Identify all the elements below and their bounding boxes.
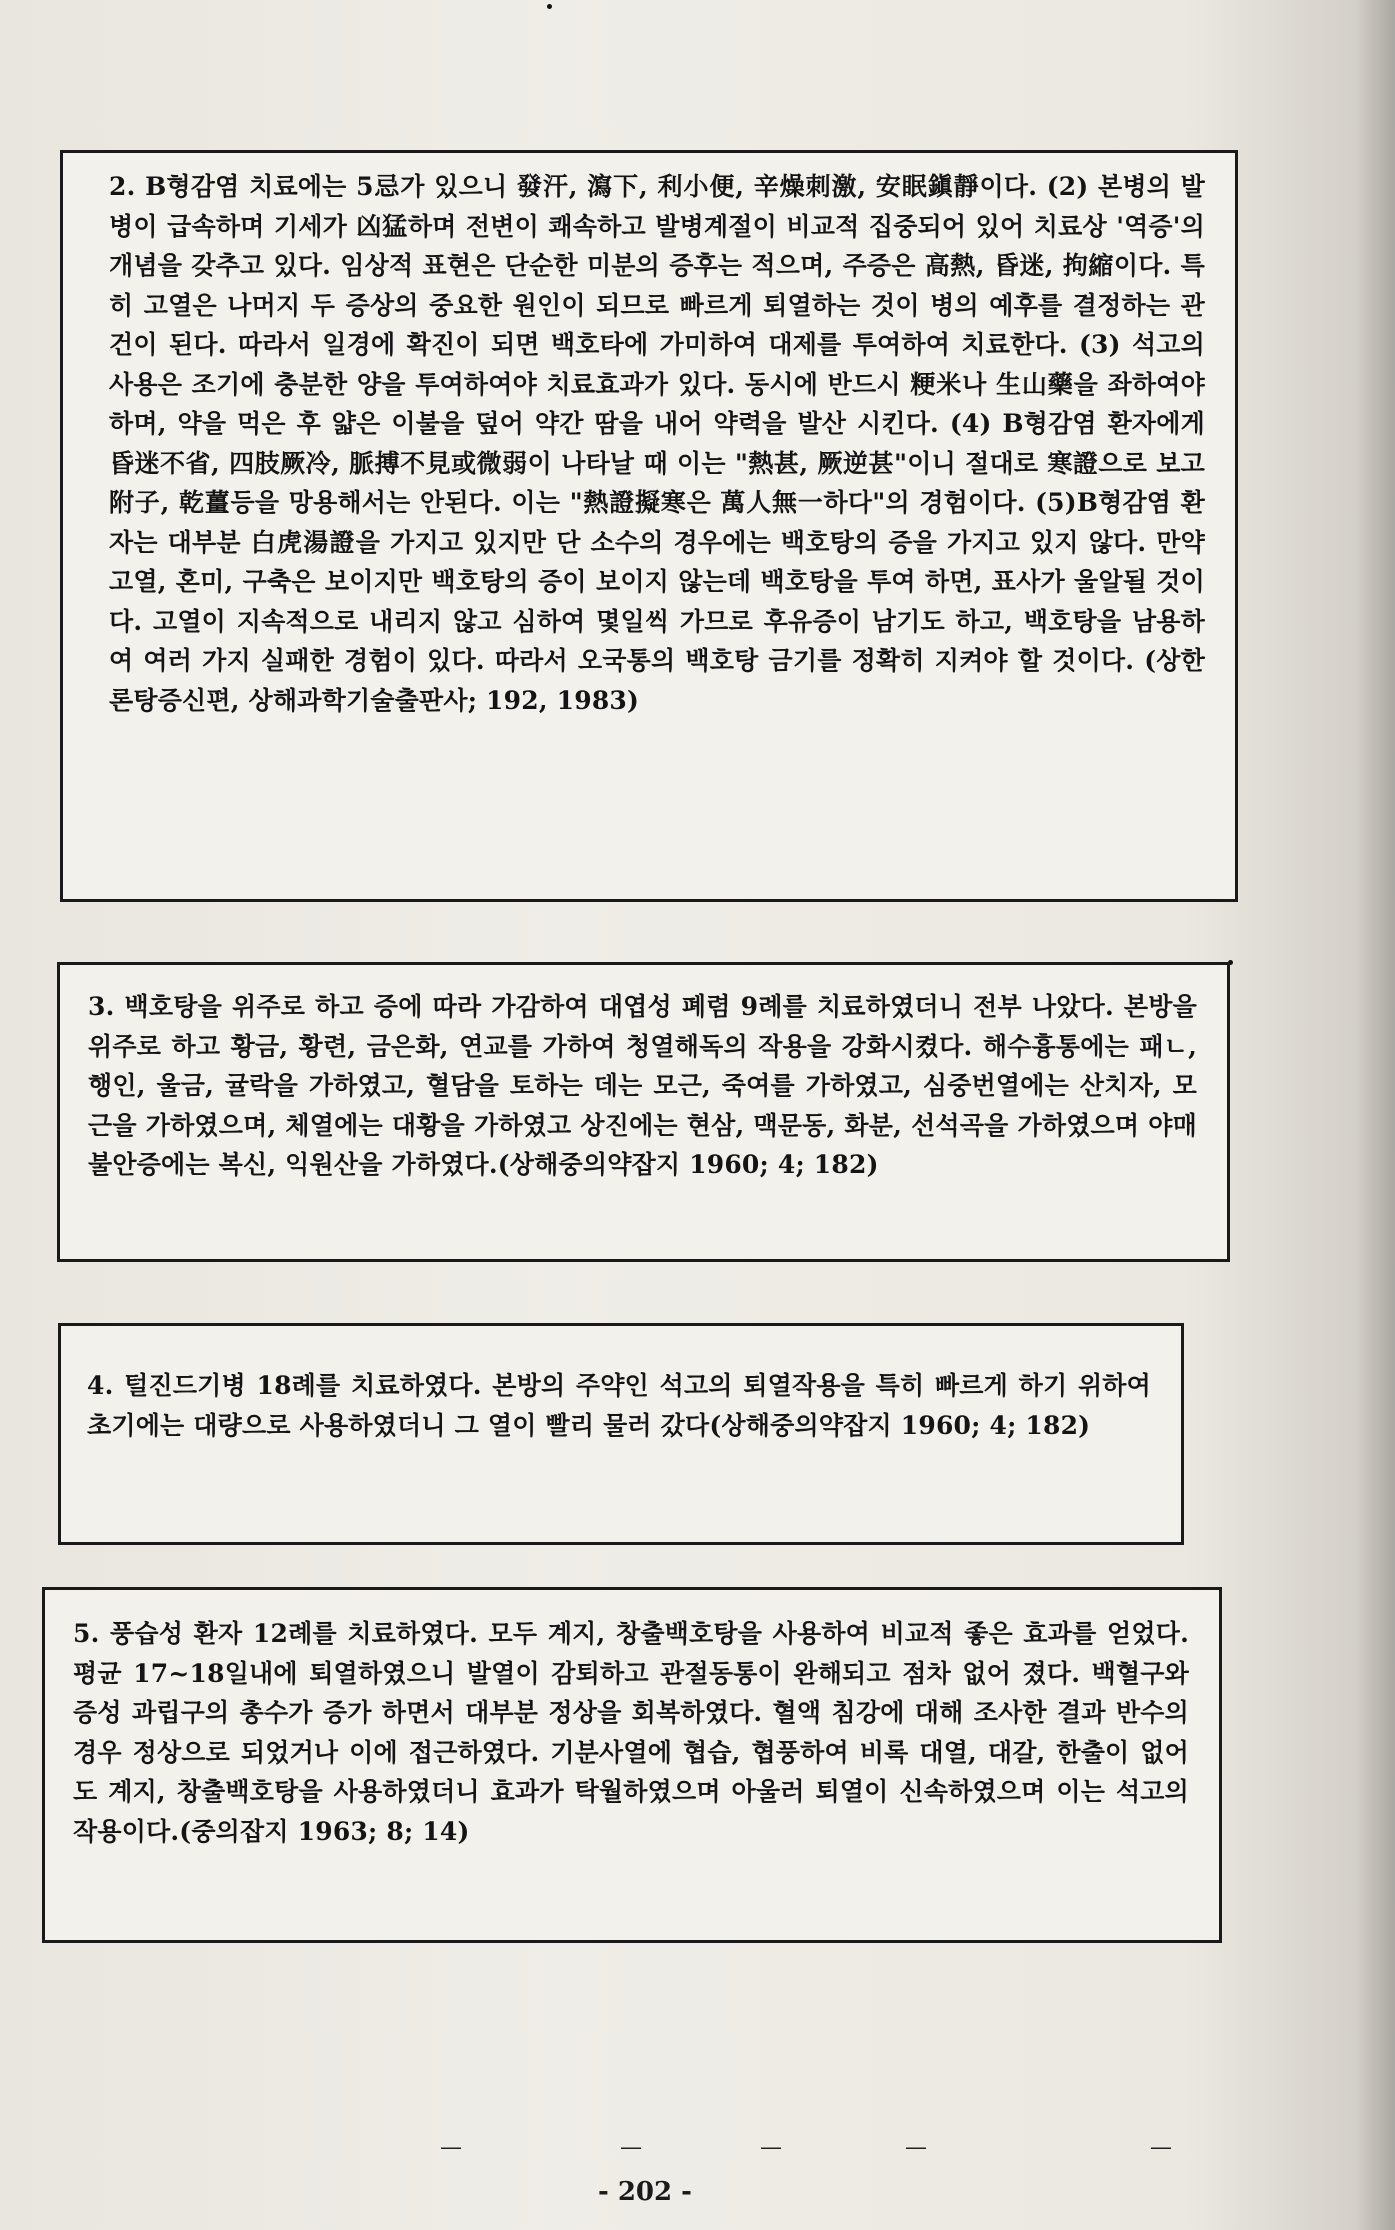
footer-rule: —: [760, 2135, 782, 2160]
note-box-2: [57, 962, 1230, 1262]
note-text-1: 2. B형감염 치료에는 5忌가 있으니 發汗, 瀉下, 利小便, 辛燥刺激, 安眠鎭靜이다. (2) 본병의 발병이 급속하며 기세가 凶猛하며 전변이 쾌속하고 발병계절이 비교적 집중되어 있어 치료상 '역증'의 개념을 갖추고 있다. 임상적 표현은 단순한 미분의 증후는 적으며, 주증은 高熱, 昏迷, 拘縮이다. 특히 고열은 나머지 두 증상의 중요한 원인이 되므로 빠르게 퇴열하는 것이 병의 예후를 결정하는 관건이 된다. 따라서 일경에 확진이 되면 백호타에 가미하여 대제를 투여하여 치료한다. (3) 석고의 사용은 조기에 충분한 양을 투여하여야 치료효과가 있다. 동시에 반드시 粳米나 生山藥을 좌하여야 하며, 약을 먹은 후 얇은 이불을 덮어 약간 땀을 내어 약력을 발산 시킨다. (4) B형감염 환자에게 昏迷不省, 四肢厥冷, 脈搏不見或微弱이 나타날 때 이는 "熱甚, 厥逆甚"이니 절대로 寒證으로 보고 附子, 乾薑등을 망용해서는 안된다. 이는 "熱證擬寒은 萬人無一하다"의 경험이다. (5)B형감염 환자는 대부분 白虎湯證을 가지고 있지만 단 소수의 경우에는 백호탕의 증을 가지고 있지 않다. 만약 고열, 혼미, 구축은 보이지만 백호탕의 증이 보이지 않는데 백호탕을 투여 하면, 표사가 울알될 것이다. 고열이 지속적으로 내리지 않고 심하여 몇일씩 가므로 후유증이 남기도 하고, 백호탕을 남용하여 여러 가지 실패한 경험이 있다. 따라서 오국통의 백호탕 금기를 정확히 지켜야 할 것이다. (상한론탕증신편, 상해과학기술출판사; 192, 1983): [109, 172, 1205, 715]
page-edge-shadow: [1355, 0, 1395, 2230]
footer-rule: —: [440, 2135, 462, 2160]
page-number: - 202 -: [598, 2177, 692, 2207]
note-text-2: 3. 백호탕을 위주로 하고 증에 따라 가감하여 대엽성 폐렴 9례를 치료하였더니 전부 나았다. 본방을 위주로 하고 황금, 황련, 금은화, 연교를 가하여 청열해독의 작용을 강화시켰다. 해수흉통에는 패ㄴ, 행인, 울금, 귤락을 가하였고, 혈담을 토하는 데는 모근, 죽여를 가하였고, 심중번열에는 산치자, 모근을 가하였으며, 체열에는 대황을 가하였고 상진에는 현삼, 맥문동, 화분, 선석곡을 가하였으며 야매불안증에는 복신, 익원산을 가하였다.(상해중의약잡지 1960; 4; 182): [88, 992, 1197, 1179]
note-text-3: 4. 털진드기병 18례를 치료하였다. 본방의 주약인 석고의 퇴열작용을 특히 빠르게 하기 위하여 초기에는 대량으로 사용하였더니 그 열이 빨리 물러 갔다(상해중의약잡지 1960; 4; 182): [87, 1371, 1151, 1440]
note-box-4: [42, 1587, 1222, 1943]
note-box-1: [60, 150, 1238, 902]
footer-rule: —: [1150, 2135, 1172, 2160]
bleed-through-margin: [1270, 300, 1350, 1900]
footer-rule: —: [905, 2135, 927, 2160]
note-box-3: [58, 1323, 1184, 1545]
note-text-4: 5. 풍습성 환자 12례를 치료하였다. 모두 계지, 창출백호탕을 사용하여 비교적 좋은 효과를 얻었다. 평균 17~18일내에 퇴열하였으니 발열이 감퇴하고 관절동통이 완해되고 점차 없어 졌다. 백혈구와 증성 과립구의 총수가 증가 하면서 대부분 정상을 회복하였다. 혈액 침강에 대해 조사한 결과 반수의 경우 정상으로 되었거나 이에 접근하였다. 기분사열에 협습, 협풍하여 비록 대열, 대갈, 한출이 없어도 계지, 창출백호탕을 사용하였더니 효과가 탁월하였으며 아울러 퇴열이 신속하였으며 이는 석고의 작용이다.(중의잡지 1963; 8; 14): [73, 1619, 1189, 1846]
footer-rule: —: [620, 2135, 642, 2160]
speck: [547, 4, 552, 9]
